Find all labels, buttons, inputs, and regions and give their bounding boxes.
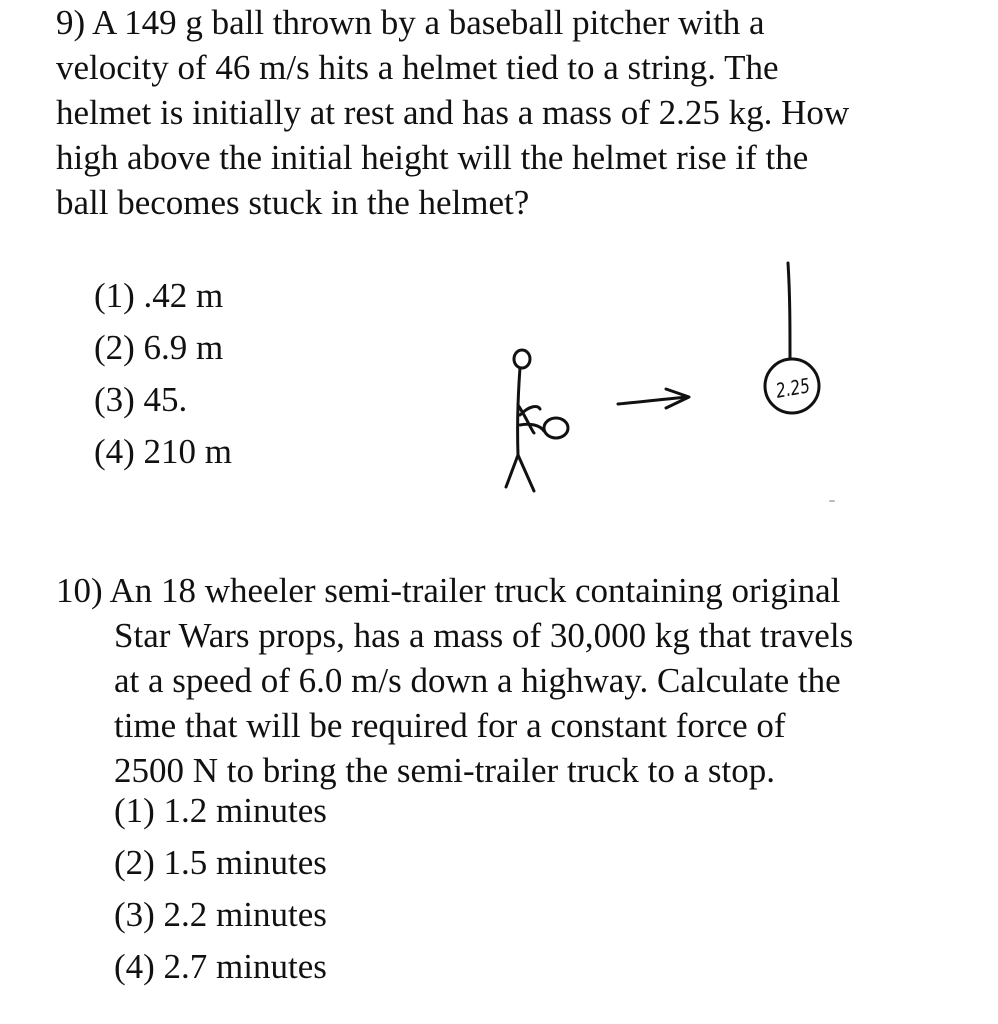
- question-9-line: ball becomes stuck in the helmet?: [56, 183, 530, 222]
- arrow-right-icon: [618, 389, 689, 408]
- question-9-choice-2: (2) 6.9 m: [94, 328, 224, 367]
- question-10-choice-3: (3) 2.2 minutes: [114, 895, 327, 934]
- question-10-choice-1: (1) 1.2 minutes: [114, 791, 327, 830]
- question-9-line: high above the initial height will the helmet rise if the: [56, 138, 809, 177]
- pitcher-helmet-sketch: [490, 255, 850, 515]
- question-10-line: 10) An 18 wheeler semi-trailer truck containing original: [56, 571, 841, 610]
- question-10-line: Star Wars props, has a mass of 30,000 kg that travels: [114, 616, 854, 655]
- string-line: [788, 263, 790, 359]
- question-9-choices: [94, 270, 232, 478]
- question-9-line: helmet is initially at rest and has a mass of 2.25 kg. How: [56, 93, 850, 132]
- question-9-stem: [56, 0, 956, 225]
- helmet-mass-label: 2.25: [774, 371, 823, 403]
- question-9-choice-1: (1) .42 m: [94, 276, 224, 315]
- question-9-line: 9) A 149 g ball thrown by a baseball pitcher with a: [56, 3, 765, 42]
- question-9-choice-4: (4) 210 m: [94, 432, 233, 471]
- question-10-choices: [114, 785, 327, 993]
- question-9-line: velocity of 46 m/s hits a helmet tied to a string. The: [56, 48, 779, 87]
- pitcher-figure-icon: [506, 350, 544, 491]
- question-10-choice-2: (2) 1.5 minutes: [114, 843, 327, 882]
- ball-icon: [544, 418, 568, 438]
- question-10-line: 2500 N to bring the semi-trailer truck to a stop.: [114, 751, 775, 790]
- question-10-choice-4: (4) 2.7 minutes: [114, 947, 327, 986]
- question-10-stem: [56, 568, 976, 793]
- question-9-choice-3: (3) 45.: [94, 380, 188, 419]
- question-10-line: at a speed of 6.0 m/s down a highway. Calculate the: [114, 661, 841, 700]
- question-10-line: time that will be required for a constant force of: [114, 706, 786, 745]
